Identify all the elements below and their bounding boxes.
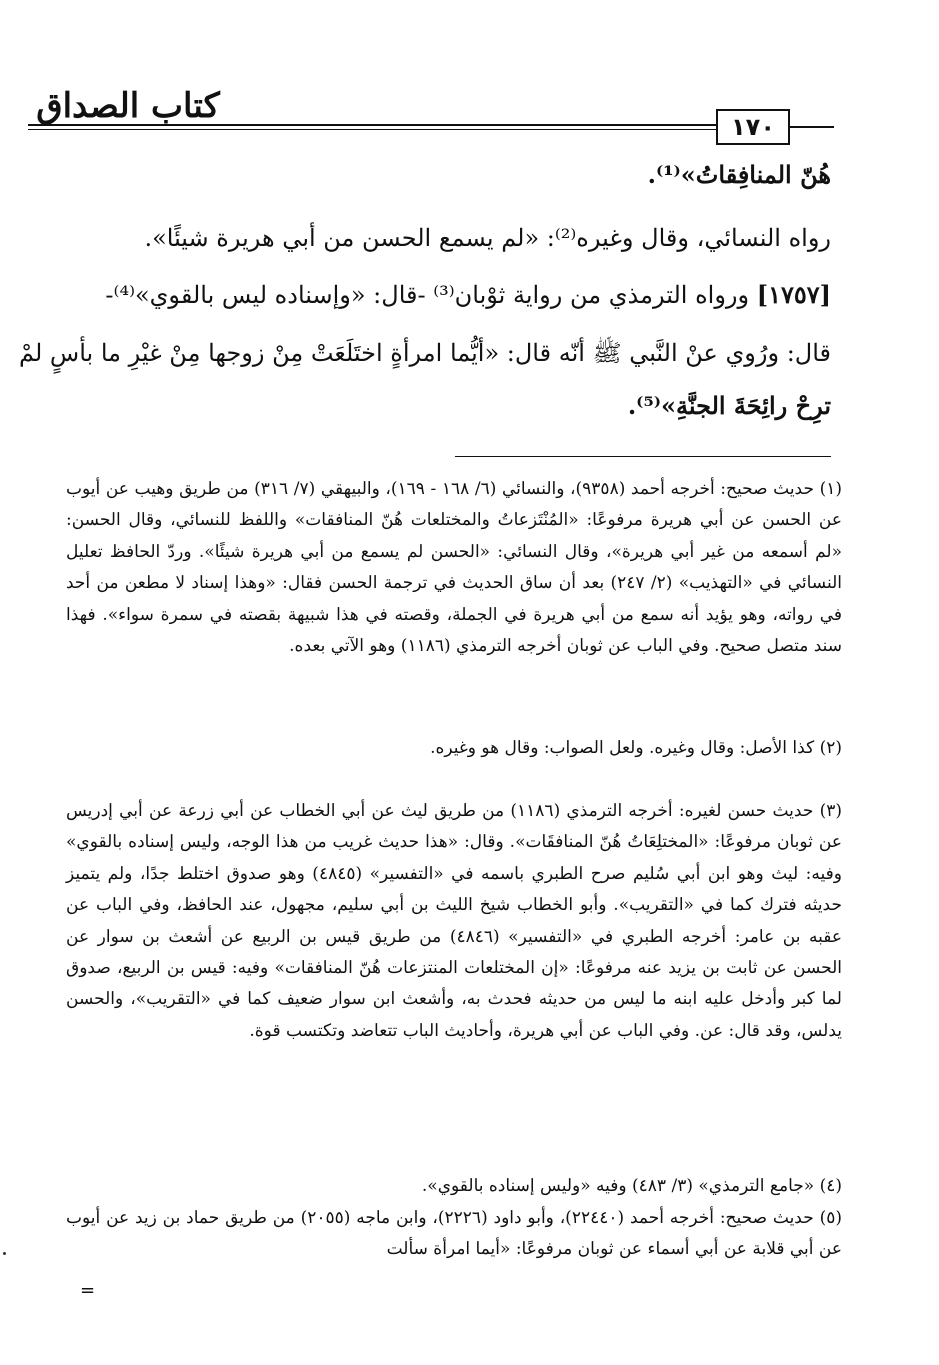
hadith-number: [١٧٥٧]: [756, 280, 831, 309]
page-number: ١٧٠: [716, 109, 790, 145]
header-rule: [28, 124, 718, 126]
main-line-3-text: ورواه الترمذي من رواية ثوْبان⁽³⁾ -قال: «وإسناده ليس بالقوي»⁽⁴⁾-: [105, 281, 757, 309]
main-line-1: هُنّ المنافِقاتُ»⁽¹⁾.: [647, 160, 831, 189]
footnote-1: (١) حديث صحيح: أخرجه أحمد (٩٣٥٨)، والنسائي (٦/ ١٦٨ - ١٦٩)، والبيهقي (٧/ ٣١٦) من طريق وهيب عن أيوب عن الحسن عن أبي هريرة مرفوعًا: «المُنْتَزعاتُ والمختلعات هُنّ المنافقات» واللفظ للنسائي، وقال الحسن: «لم أسمعه من غير أبي هريرة»، وقال النسائي: «الحسن لم يسمع من أبي هريرة شيئًا». وردّ الحافظ تعليل النسائي في «التهذيب» (٢/ ٢٤٧) بعد أن ساق الحديث في ترجمة الحسن فقال: «وهذا إسناد لا مطعن من أحد في رواته، وهو يؤيد أنه سمع من أبي هريرة في الجملة، وقصته في هذا شبيهة بقصته في سمرة سواء». فهذا سند متصل صحيح. وفي الباب عن ثوبان أخرجه الترمذي (١١٨٦) وهو الآتي بعده.: [66, 479, 842, 657]
header-rule-right: [790, 126, 834, 128]
footnote-2: (٢) كذا الأصل: وقال وغيره. ولعل الصواب: وقال هو وغيره.: [430, 738, 842, 758]
scan-dot: [3, 1252, 6, 1255]
main-line-5: ترِحْ رائِحَةَ الجنَّةِ»⁽⁵⁾.: [627, 391, 831, 420]
main-line-2: رواه النسائي، وقال وغيره⁽²⁾: «لم يسمع الحسن من أبي هريرة شيئًا».: [144, 224, 831, 252]
footnote-3: (٣) حديث حسن لغيره: أخرجه الترمذي (١١٨٦) من طريق ليث عن أبي الخطاب عن أبي زرعة عن أبي إدريس عن ثوبان مرفوعًا: «المختلِعَاتُ هُنّ المنافقَات». وقال: «هذا حديث غريب من هذا الوجه، وليس إسناده بالقوي» وفيه: ليث وهو ابن أبي سُليم صرح الطبري باسمه في «التفسير» (٤٨٤٥) وهو صدوق اختلط جدًا، ولم يتميز حديثه فترك كما في «التقريب». وأبو الخطاب شيخ الليث بن أبي سليم، مجهول، عند الحافظ، وفي الباب عن عقبه بن عامر: أخرجه الطبري في «التفسير» (٤٨٤٦) من طريق قيس بن الربيع عن أشعث بن سوار عن الحسن عن ثابت بن يزيد عنه مرفوعًا: «إن المختلعات المنتزعات هُنّ المنافقات» وفيه: قيس بن الربيع، صدوق لما كبر وأدخل عليه ابنه ما ليس من حديثه فحدث به، وأشعث ابن سوار ضعيف كما في «التقريب»، والحسن يدلس، وقد قال: عن. وفي الباب عن أبي هريرة، وأحاديث الباب تتعاضد وتكتسب قوة.: [66, 801, 842, 1041]
footnote-5: (٥) حديث صحيح: أخرجه أحمد (٢٢٤٤٠)، وأبو داود (٢٢٢٦)، وابن ماجه (٢٠٥٥) من طريق حماد بن زيد عن أيوب عن أبي قلابة عن أبي أسماء عن ثوبان مرفوعًا: «أيما امرأة سألت: [66, 1208, 842, 1260]
continuation-mark: =: [80, 1280, 96, 1301]
header-rule-thin: [28, 129, 718, 130]
footnote-separator: [455, 456, 831, 457]
book-title: كتاب الصداق: [36, 86, 220, 126]
footnote-4: (٤) «جامع الترمذي» (٣/ ٤٨٣) وفيه «وليس إسناده بالقوي».: [421, 1176, 842, 1196]
main-line-4: قال: ورُوي عنْ النَّبي ﷺ أنّه قال: «أيُّما امرأةٍ اختَلَعَتْ مِنْ زوجها مِنْ غيْرِ ما بأسٍ لمْ: [19, 339, 831, 367]
main-line-3: [105, 280, 831, 309]
